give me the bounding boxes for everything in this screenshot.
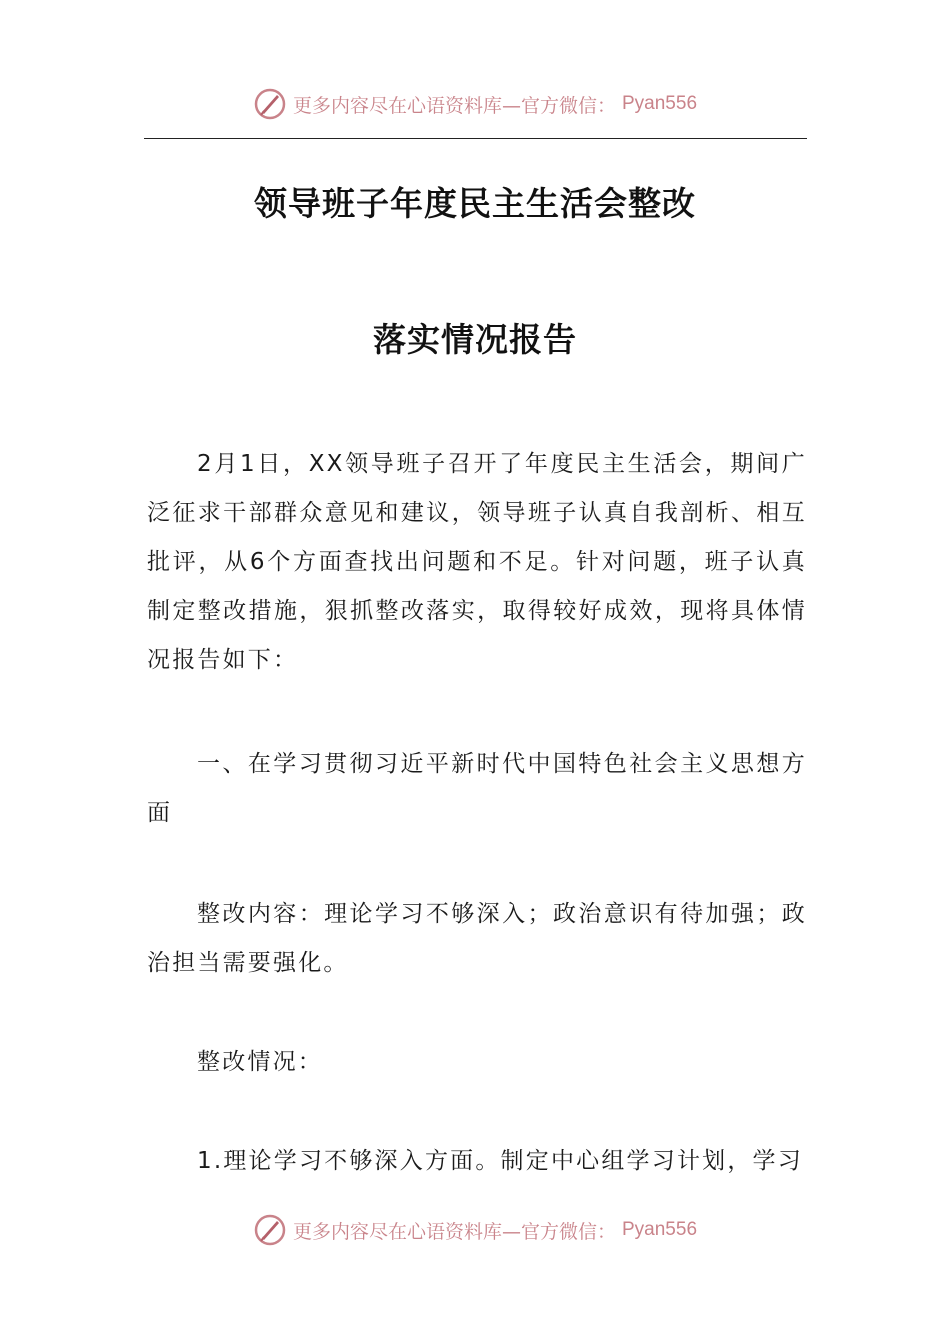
document-title-line-2: 落实情况报告 (373, 320, 577, 359)
header-divider (144, 138, 807, 139)
header-watermark (0, 86, 950, 122)
quill-logo-icon (253, 87, 287, 121)
paragraph-rectification-status: 整改情况： (197, 1049, 323, 1075)
paragraph-rectification-content: 整改内容：理论学习不够深入；政治意识有待加强；政治担当需要强化。 (147, 901, 807, 976)
paragraph-item-1: 1.理论学习不够深入方面。制定中心组学习计划，学习 (197, 1148, 803, 1174)
quill-logo-icon (253, 1213, 287, 1247)
footer-watermark (0, 1212, 950, 1248)
document-title-line-1: 领导班子年度民主生活会整改 (254, 184, 696, 223)
watermark-text: 更多内容尽在心语资料库—官方微信： (292, 1220, 616, 1243)
paragraph-intro: 2月1日，XX领导班子召开了年度民主生活会，期间广泛征求干部群众意见和建议，领导班子认真自我剖析、相互批评，从6个方面查找出问题和不足。针对问题，班子认真制定整改措施，狠抓整改落实，取得较好成效，现将具体情况报告如下： (147, 451, 807, 673)
watermark-handle: Pyan556 (622, 1219, 698, 1240)
watermark-handle: Pyan556 (622, 93, 698, 114)
watermark-text: 更多内容尽在心语资料库—官方微信： (292, 94, 616, 117)
section-heading-1: 一、在学习贯彻习近平新时代中国特色社会主义思想方面 (147, 751, 807, 826)
